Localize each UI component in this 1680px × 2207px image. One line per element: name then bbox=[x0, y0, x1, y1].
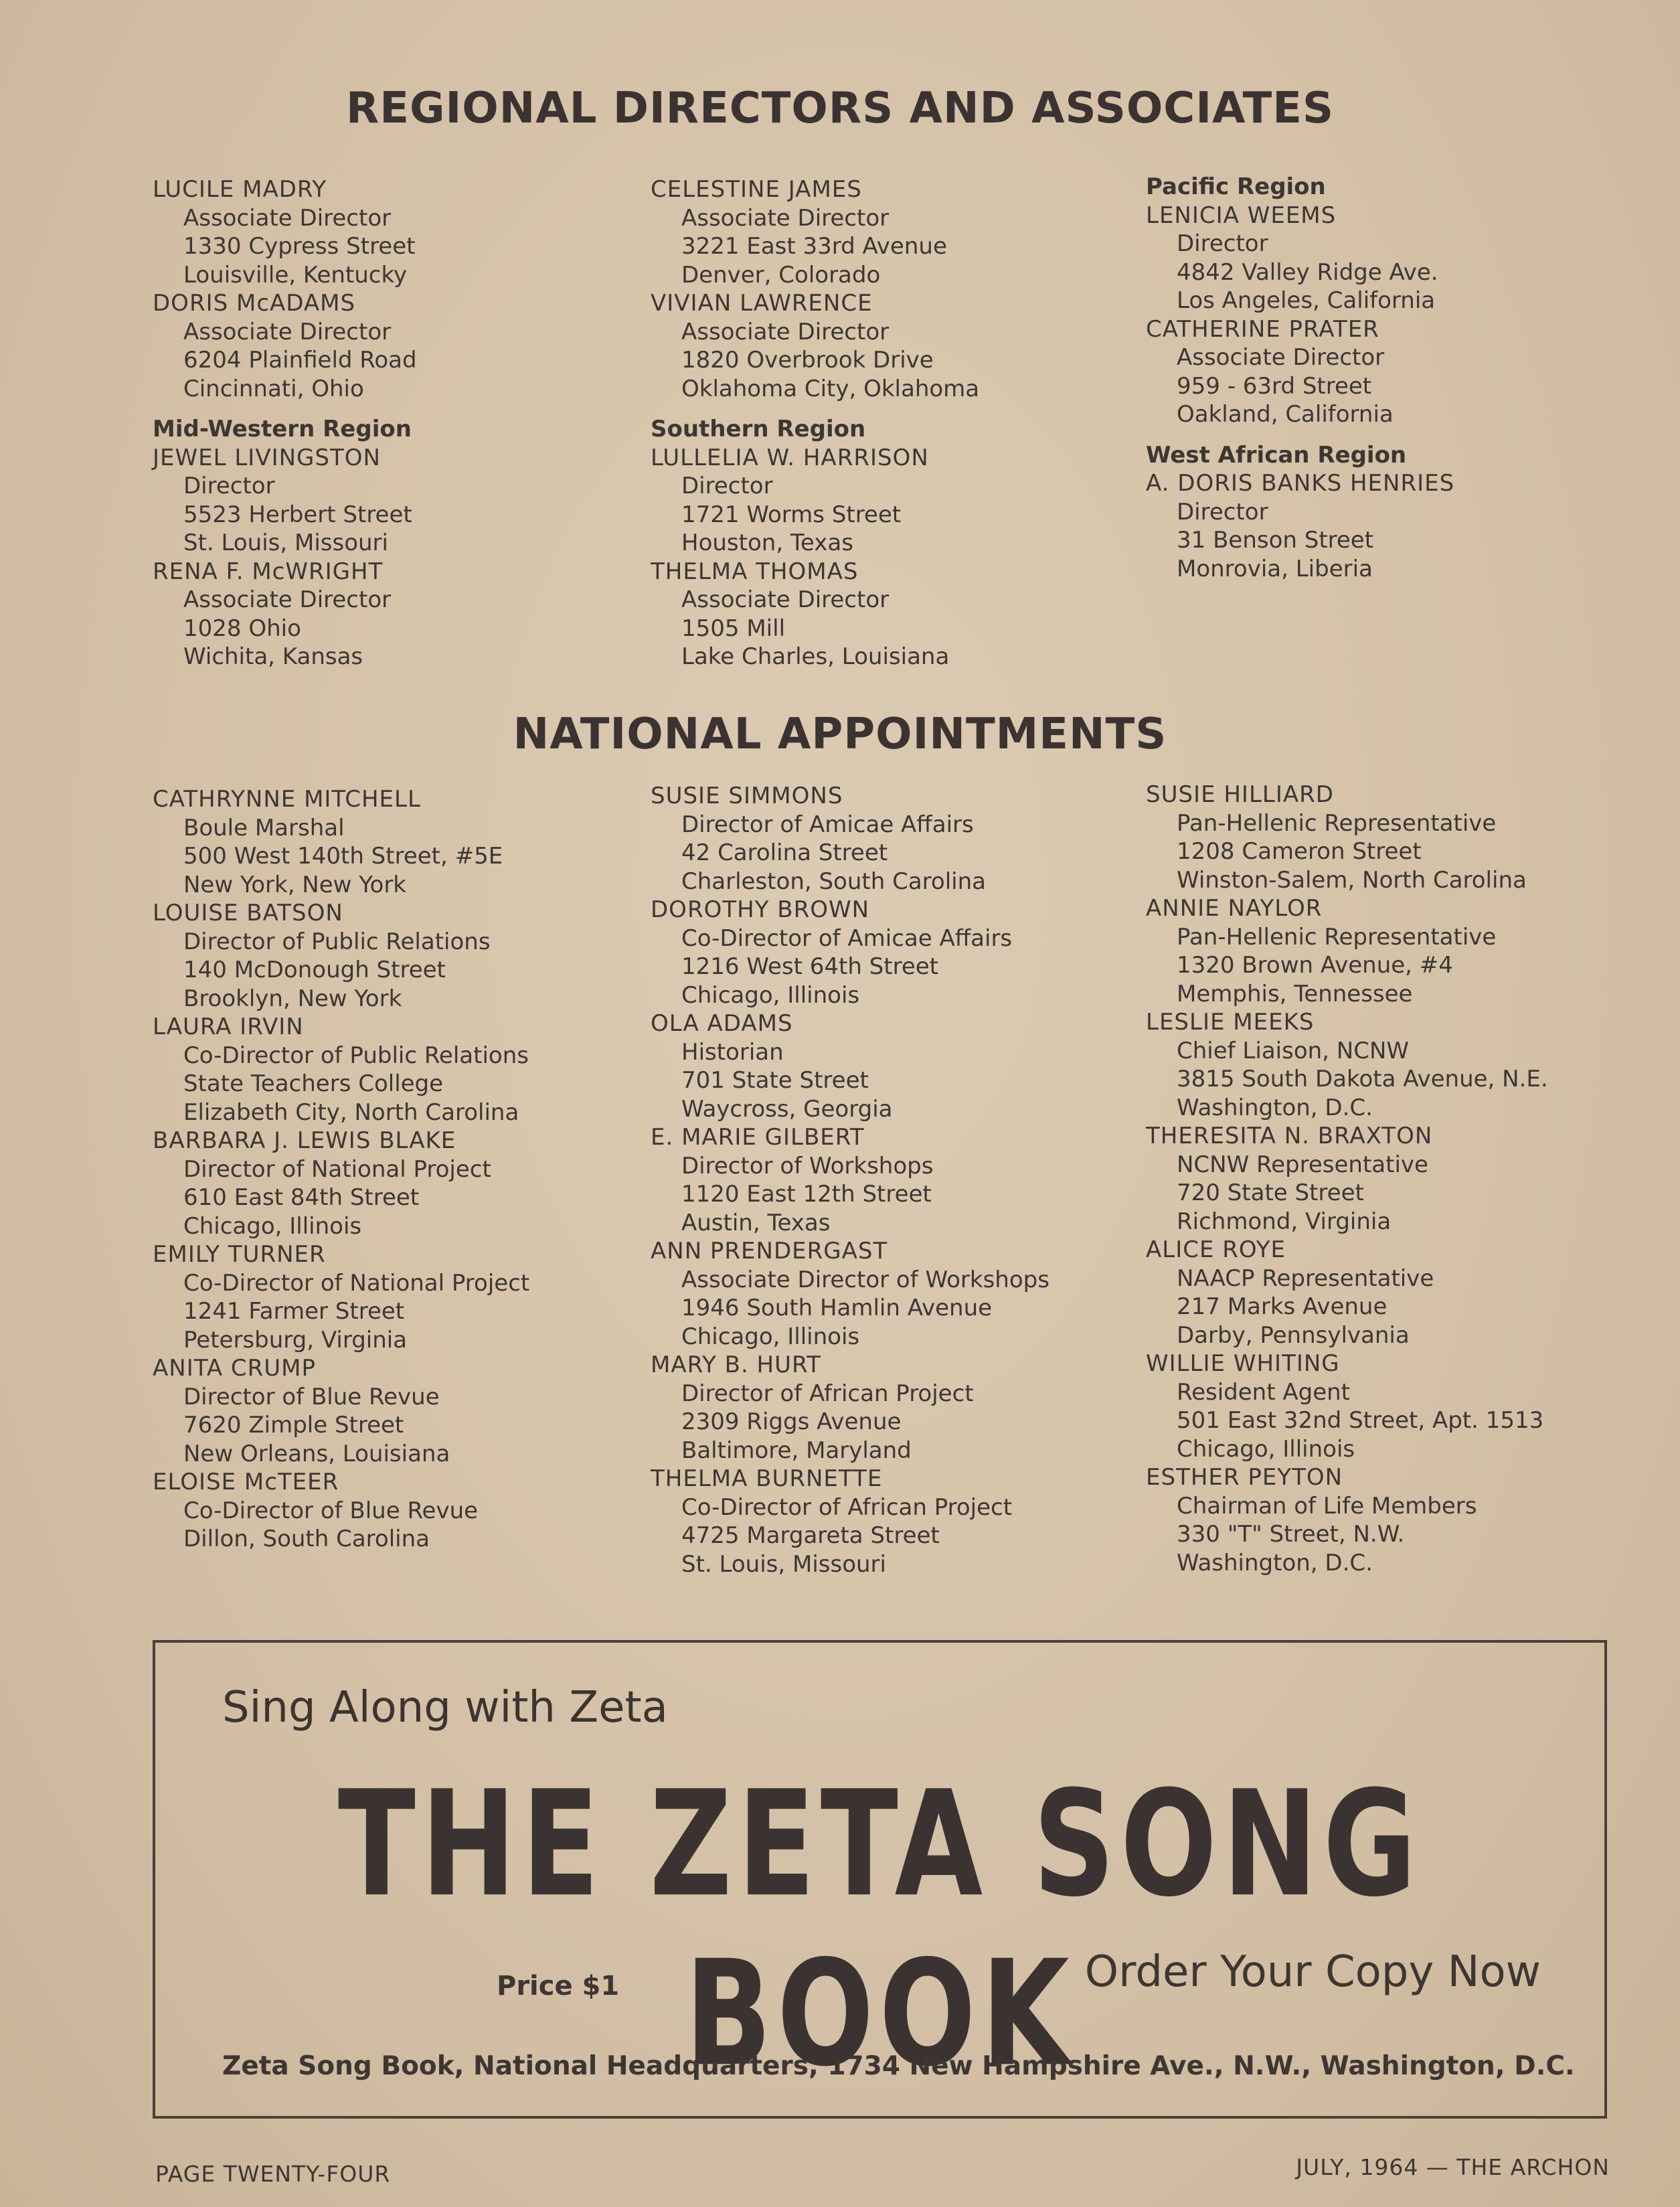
entry-line: Wichita, Kansas bbox=[183, 643, 363, 670]
ad-title: THE ZETA SONG BOOK bbox=[337, 1760, 1422, 2099]
entry-line: Director of African Project bbox=[681, 1380, 974, 1407]
directory-entry bbox=[153, 558, 648, 671]
entry-name: EMILY TURNER bbox=[153, 1241, 326, 1268]
entry-line: Petersburg, Virginia bbox=[183, 1326, 408, 1354]
entry-name: JEWEL LIVINGSTON bbox=[153, 444, 381, 471]
entry-line: Director bbox=[183, 473, 275, 499]
entry-name: ALICE ROYE bbox=[1146, 1236, 1286, 1263]
entry-name: SUSIE HILLIARD bbox=[1146, 781, 1334, 808]
entry-line: Oklahoma City, Oklahoma bbox=[681, 375, 980, 402]
entry-line: 330 "T" Street, N.W. bbox=[1177, 1521, 1405, 1548]
issue-line: JULY, 1964 — THE ARCHON bbox=[1296, 2154, 1610, 2180]
entry-name: DOROTHY BROWN bbox=[651, 896, 870, 923]
directory-entry bbox=[153, 899, 648, 1013]
directory-entry bbox=[651, 896, 1146, 1009]
entry-name: CATHRYNNE MITCHELL bbox=[153, 786, 421, 813]
entry-name: DORIS McADAMS bbox=[153, 290, 356, 317]
entry-line: Co-Director of Amicae Affairs bbox=[681, 924, 1013, 952]
regional-heading: REGIONAL DIRECTORS AND ASSOCIATES bbox=[345, 84, 1335, 133]
entry-line: Pan-Hellenic Representative bbox=[1177, 923, 1497, 951]
directory-entry bbox=[153, 289, 648, 403]
directory-entry bbox=[1146, 1008, 1641, 1122]
entry-line: St. Louis, Missouri bbox=[681, 1550, 886, 1578]
entry-line: Director bbox=[1177, 498, 1268, 525]
directory-entry bbox=[651, 558, 1146, 671]
directory-entry bbox=[153, 1127, 648, 1240]
entry-line: Chairman of Life Members bbox=[1177, 1492, 1477, 1520]
entry-name: VIVIAN LAWRENCE bbox=[651, 290, 873, 317]
entry-line: New York, New York bbox=[183, 871, 406, 898]
entry-line: Chicago, Illinois bbox=[681, 1323, 860, 1350]
entry-line: Chicago, Illinois bbox=[183, 1212, 362, 1240]
entry-name: A. DORIS BANKS HENRIES bbox=[1146, 470, 1455, 497]
directory-entry bbox=[1146, 1236, 1641, 1350]
regional-column-1 bbox=[153, 175, 648, 671]
directory-entry bbox=[153, 1240, 648, 1354]
directory-entry bbox=[651, 289, 1146, 403]
entry-line: 4842 Valley Ridge Ave. bbox=[1177, 258, 1438, 286]
entry-line: Elizabeth City, North Carolina bbox=[183, 1098, 519, 1126]
entry-line: Co-Director of Public Relations bbox=[183, 1042, 529, 1069]
directory-entry bbox=[153, 444, 648, 558]
entry-line: Richmond, Virginia bbox=[1177, 1208, 1392, 1235]
entry-line: Director of Amicae Affairs bbox=[681, 811, 974, 838]
entry-name: THERESITA N. BRAXTON bbox=[1146, 1123, 1433, 1149]
entry-name: ANITA CRUMP bbox=[153, 1355, 317, 1382]
ad-price: Price $1 bbox=[497, 1971, 620, 2001]
entry-line: Washington, D.C. bbox=[1177, 1549, 1373, 1576]
entry-line: Co-Director of African Project bbox=[681, 1493, 1013, 1521]
entry-line: 2309 Riggs Avenue bbox=[681, 1408, 902, 1435]
entry-name: LOUISE BATSON bbox=[153, 900, 343, 926]
entry-line: 42 Carolina Street bbox=[681, 839, 888, 866]
entry-line: St. Louis, Missouri bbox=[183, 529, 388, 556]
directory-entry bbox=[1146, 1463, 1641, 1577]
directory-entry bbox=[651, 1009, 1146, 1123]
entry-line: Denver, Colorado bbox=[681, 261, 881, 289]
entry-line: Associate Director bbox=[183, 204, 392, 232]
entry-line: Monrovia, Liberia bbox=[1177, 555, 1373, 582]
entry-line: Austin, Texas bbox=[681, 1209, 831, 1236]
entry-line: Brooklyn, New York bbox=[183, 985, 402, 1012]
entry-line: 1820 Overbrook Drive bbox=[681, 347, 934, 374]
entry-line: 1330 Cypress Street bbox=[183, 233, 416, 260]
entry-name: CELESTINE JAMES bbox=[651, 176, 862, 203]
directory-entry bbox=[153, 1468, 648, 1554]
directory-entry bbox=[153, 175, 648, 289]
entry-line: 3815 South Dakota Avenue, N.E. bbox=[1177, 1066, 1548, 1092]
entry-line: Director of Public Relations bbox=[183, 928, 491, 955]
directory-entry bbox=[651, 444, 1146, 558]
national-heading: NATIONAL APPOINTMENTS bbox=[513, 710, 1167, 759]
directory-entry bbox=[1146, 894, 1641, 1008]
regional-column-2 bbox=[651, 175, 1146, 671]
entry-line: Boule Marshal bbox=[183, 814, 345, 841]
entry-line: Associate Director bbox=[183, 586, 392, 613]
entry-line: Louisville, Kentucky bbox=[183, 261, 408, 289]
entry-line: Associate Director of Workshops bbox=[681, 1266, 1049, 1293]
entry-name: OLA ADAMS bbox=[651, 1010, 793, 1037]
entry-line: Oakland, California bbox=[1177, 401, 1394, 428]
entry-line: 1241 Farmer Street bbox=[183, 1298, 405, 1325]
entry-line: 1028 Ohio bbox=[183, 615, 301, 642]
entry-line: Co-Director of Blue Revue bbox=[183, 1497, 479, 1524]
entry-line: Waycross, Georgia bbox=[681, 1095, 893, 1123]
directory-entry bbox=[1146, 201, 1641, 315]
entry-name: E. MARIE GILBERT bbox=[651, 1124, 865, 1151]
entry-line: New Orleans, Louisiana bbox=[183, 1440, 450, 1467]
entry-line: Director of Blue Revue bbox=[183, 1383, 440, 1410]
entry-name: WILLIE WHITING bbox=[1146, 1350, 1340, 1377]
region-heading: West African Region bbox=[1146, 441, 1407, 469]
directory-entry bbox=[651, 1465, 1146, 1578]
region-heading: Pacific Region bbox=[1146, 173, 1326, 200]
entry-line: 1216 West 64th Street bbox=[681, 953, 938, 980]
entry-name: LESLIE MEEKS bbox=[1146, 1009, 1315, 1036]
region-heading: Mid-Western Region bbox=[153, 416, 412, 442]
page-number: PAGE TWENTY-FOUR bbox=[155, 2161, 391, 2187]
entry-name: CATHERINE PRATER bbox=[1146, 315, 1379, 343]
entry-name: ESTHER PEYTON bbox=[1146, 1464, 1343, 1491]
entry-line: Cincinnati, Ohio bbox=[183, 375, 364, 402]
entry-line: Winston-Salem, North Carolina bbox=[1177, 866, 1527, 894]
entry-line: 7620 Zimple Street bbox=[183, 1412, 404, 1439]
entry-name: ANNIE NAYLOR bbox=[1146, 895, 1323, 922]
ad-address: Zeta Song Book, National Headquarters, 1734 New Hampshire Ave., N.W., Washington, D.C. bbox=[222, 2051, 1575, 2081]
entry-name: RENA F. McWRIGHT bbox=[153, 558, 384, 585]
entry-line: 720 State Street bbox=[1177, 1179, 1364, 1206]
directory-entry bbox=[1146, 1350, 1641, 1463]
entry-line: Charleston, South Carolina bbox=[681, 868, 986, 895]
entry-line: 4725 Margareta Street bbox=[681, 1522, 940, 1549]
entry-line: 3221 East 33rd Avenue bbox=[681, 233, 947, 260]
entry-line: Associate Director bbox=[1177, 344, 1385, 371]
entry-line: Associate Director bbox=[681, 204, 890, 232]
entry-line: 701 State Street bbox=[681, 1067, 869, 1094]
regional-column-3 bbox=[1146, 173, 1641, 583]
entry-line: 1120 East 12th Street bbox=[681, 1181, 932, 1208]
entry-name: LUCILE MADRY bbox=[153, 176, 327, 203]
entry-line: Chicago, Illinois bbox=[1177, 1435, 1355, 1463]
entry-line: NAACP Representative bbox=[1177, 1264, 1434, 1292]
entry-line: 501 East 32nd Street, Apt. 1513 bbox=[1177, 1407, 1544, 1434]
entry-line: 1505 Mill bbox=[681, 615, 786, 642]
directory-entry bbox=[651, 782, 1146, 896]
entry-line: Resident Agent bbox=[1177, 1378, 1351, 1406]
entry-line: 1320 Brown Avenue, #4 bbox=[1177, 952, 1453, 979]
entry-line: Chicago, Illinois bbox=[681, 981, 860, 1009]
directory-entry bbox=[153, 785, 648, 899]
entry-line: 1208 Cameron Street bbox=[1177, 838, 1422, 865]
directory-entry bbox=[651, 1123, 1146, 1237]
entry-line: Director of National Project bbox=[183, 1155, 491, 1183]
region-heading: Southern Region bbox=[651, 416, 866, 442]
entry-line: Associate Director bbox=[183, 318, 392, 345]
entry-line: State Teachers College bbox=[183, 1070, 444, 1097]
entry-line: Darby, Pennsylvania bbox=[1177, 1321, 1410, 1349]
directory-entry bbox=[1146, 469, 1641, 583]
entry-line: 6204 Plainfield Road bbox=[183, 347, 417, 374]
entry-name: BARBARA J. LEWIS BLAKE bbox=[153, 1127, 456, 1154]
directory-entry bbox=[1146, 1122, 1641, 1236]
entry-line: Associate Director bbox=[681, 586, 890, 613]
entry-name: THELMA BURNETTE bbox=[651, 1465, 883, 1492]
entry-line: Historian bbox=[681, 1038, 784, 1066]
entry-line: Lake Charles, Louisiana bbox=[681, 643, 950, 670]
entry-line: Director bbox=[681, 473, 773, 499]
entry-line: 5523 Herbert Street bbox=[183, 501, 412, 528]
directory-entry bbox=[651, 1237, 1146, 1351]
song-book-advertisement bbox=[153, 1640, 1607, 2119]
entry-name: ELOISE McTEER bbox=[153, 1469, 339, 1495]
entry-line: 1721 Worms Street bbox=[681, 501, 902, 528]
directory-entry bbox=[651, 1351, 1146, 1465]
entry-line: NCNW Representative bbox=[1177, 1151, 1428, 1178]
entry-line: Director bbox=[1177, 230, 1268, 257]
national-column-1 bbox=[153, 785, 648, 1554]
entry-line: 31 Benson Street bbox=[1177, 527, 1374, 554]
entry-name: SUSIE SIMMONS bbox=[651, 783, 843, 809]
directory-entry bbox=[1146, 781, 1641, 894]
entry-line: Chief Liaison, NCNW bbox=[1177, 1037, 1410, 1064]
entry-line: Baltimore, Maryland bbox=[681, 1437, 912, 1464]
entry-line: Associate Director bbox=[681, 318, 890, 345]
entry-name: LULLELIA W. HARRISON bbox=[651, 444, 929, 471]
entry-line: Pan-Hellenic Representative bbox=[1177, 809, 1497, 837]
directory-entry bbox=[153, 1354, 648, 1468]
entry-line: 959 - 63rd Street bbox=[1177, 372, 1372, 400]
national-column-2 bbox=[651, 782, 1146, 1578]
entry-line: 1946 South Hamlin Avenue bbox=[681, 1295, 993, 1321]
entry-name: THELMA THOMAS bbox=[651, 558, 859, 585]
entry-name: LENICIA WEEMS bbox=[1146, 201, 1337, 229]
entry-line: 500 West 140th Street, #5E bbox=[183, 843, 503, 870]
directory-entry bbox=[153, 1013, 648, 1127]
entry-line: Dillon, South Carolina bbox=[183, 1526, 430, 1552]
directory-entry bbox=[1146, 315, 1641, 429]
entry-line: Los Angeles, California bbox=[1177, 287, 1436, 314]
directory-entry bbox=[651, 175, 1146, 289]
ad-order-text: Order Your Copy Now bbox=[1084, 1947, 1541, 1997]
entry-line: 217 Marks Avenue bbox=[1177, 1293, 1388, 1320]
entry-line: Houston, Texas bbox=[681, 529, 853, 556]
national-column-3 bbox=[1146, 781, 1641, 1577]
ad-tagline: Sing Along with Zeta bbox=[222, 1683, 668, 1732]
entry-line: 140 McDonough Street bbox=[183, 957, 446, 983]
entry-name: LAURA IRVIN bbox=[153, 1013, 304, 1040]
entry-name: ANN PRENDERGAST bbox=[651, 1238, 888, 1264]
entry-name: MARY B. HURT bbox=[651, 1352, 821, 1378]
entry-line: 610 East 84th Street bbox=[183, 1184, 420, 1211]
entry-line: Memphis, Tennessee bbox=[1177, 980, 1413, 1007]
entry-line: Co-Director of National Project bbox=[183, 1269, 530, 1297]
entry-line: Director of Workshops bbox=[681, 1152, 934, 1179]
entry-line: Washington, D.C. bbox=[1177, 1094, 1373, 1121]
